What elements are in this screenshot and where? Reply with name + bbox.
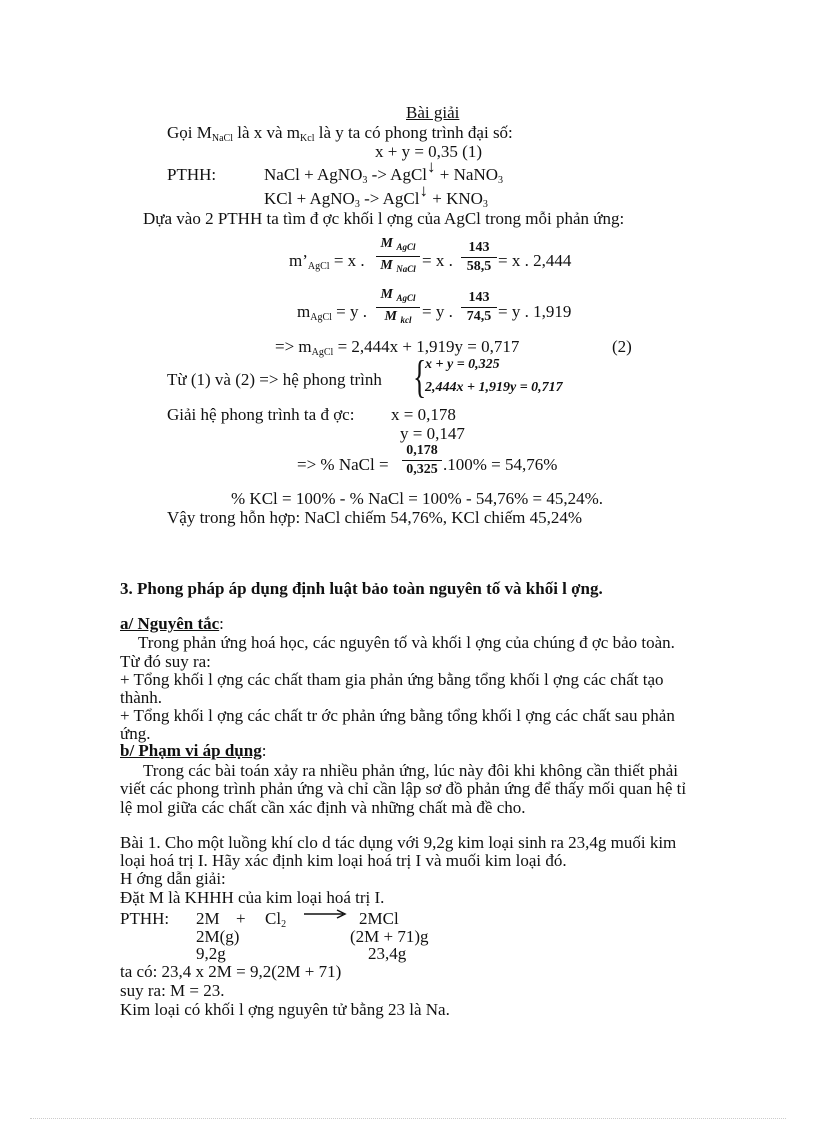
reaction-arrow-icon xyxy=(303,908,347,920)
rx-row-2-b: 23,4g xyxy=(368,944,407,963)
rx-product: 2MCl xyxy=(359,909,399,928)
rx-cl2: $Cl_2$ xyxy=(265,909,287,930)
section-3-heading: 3. Phong pháp áp dụng định luật bảo toàn nguyên tố và khối l ợng. xyxy=(120,579,603,598)
mass-agcl-1-mid: = x . xyxy=(422,251,453,270)
percent-nacl-a: => % NaCl = xyxy=(297,455,389,474)
principle-heading: a/ Nguyên tắc: xyxy=(120,614,224,633)
mass-total-line: => $m_{AgCl} = 2,444x + 1,919y = 0,717$ xyxy=(275,337,520,358)
solve-y: y = 0,147 xyxy=(400,424,465,443)
principle-p3b: thành. xyxy=(120,688,163,707)
rx-row-1-b: (2M + 71)g xyxy=(350,927,429,946)
molar-ratio-2: M $_{AgCl}$ M $_{kcl}$ xyxy=(376,287,420,328)
mass-agcl-1: $m’_{AgCl} = x$ . xyxy=(289,251,365,272)
mass-agcl-2-rhs: = y . 1,919 xyxy=(498,302,572,321)
system-brace: { xyxy=(413,351,427,402)
based-on-line: Dựa vào 2 PTHH ta tìm đ ợc khối l ợng của AgCl trong mỗi phản ứng: xyxy=(143,209,625,228)
principle-p2: Từ đó suy ra: xyxy=(120,652,211,671)
equation-1: x + y = 0,35 (1) xyxy=(375,142,482,161)
guide-heading: H ớng dẫn giải: xyxy=(120,869,226,888)
solve-label: Giải hệ phong trình ta đ ợc: xyxy=(167,405,355,424)
rx-reactant-m: 2M xyxy=(196,909,220,928)
percent-nacl-b: .100% = 54,76% xyxy=(443,455,558,474)
mass-agcl-1-rhs: = x . 2,444 xyxy=(498,251,572,270)
principle-p4: + Tổng khối l ợng các chất tr ớc phản ứng bằng tổng khối l ợng các chất sau phản xyxy=(120,706,675,725)
system-eq-1: x + y = 0,325 xyxy=(425,357,500,372)
equation-tag-2: (2) xyxy=(612,337,632,356)
scope-s1: Trong các bài toán xảy ra nhiều phản ứng, lúc này đôi khi không cần thiết phải xyxy=(143,761,678,780)
mass-agcl-2: $m_{AgCl} = y$ . xyxy=(297,302,367,323)
reaction-1: NaCl + AgNO$_3$ -> AgCl↓ + NaNO$_3$ xyxy=(264,157,503,186)
rx-row-1-a: 2M(g) xyxy=(196,927,240,946)
principle-p4b: ứng. xyxy=(120,724,151,743)
intro-line: Gọi $M_{NaCl}$ là x và $m_{Kcl}$ là y ta có phong trình đại số: xyxy=(167,123,513,144)
mass-agcl-2-mid: = y . xyxy=(422,302,453,321)
precipitate-arrow-icon: ↓ xyxy=(427,157,436,176)
precipitate-arrow-icon: ↓ xyxy=(419,181,428,200)
scope-s2: viết các phong trình phản ứng và chỉ cần lập sơ đồ phản ứng để thấy mối quan hệ tỉ xyxy=(120,779,687,798)
scope-heading: b/ Phạm vi áp dụng: xyxy=(120,741,267,760)
system-eq-2: 2,444x + 1,919y = 0,717 xyxy=(425,380,563,395)
system-label: Từ (1) và (2) => hệ phong trình xyxy=(167,370,382,389)
reaction-2: KCl + AgNO$_3$ -> AgCl↓ + $KNO_3$ xyxy=(264,181,488,210)
set-m: Đặt M là KHHH của kim loại hoá trị I. xyxy=(120,888,385,907)
percent-nacl-fraction: $\frac{0,178}{0,325}$ xyxy=(402,443,442,478)
exercise-1-line-2: loại hoá trị I. Hãy xác định kim loại hoá trị I và muối kim loại đó. xyxy=(120,851,567,870)
principle-p1: Trong phản ứng hoá học, các nguyên tố và khối l ợng của chúng đ ợc bảo toàn. xyxy=(138,633,675,652)
conclusion: Vậy trong hỗn hợp: NaCl chiếm 54,76%, KCl chiếm 45,24% xyxy=(167,508,583,527)
ta-co-line: ta có: 23,4 x 2M = 9,2(2M + 71) xyxy=(120,962,342,981)
percent-kcl: % KCl = 100% - % NaCl = 100% - 54,76% = 45,24%. xyxy=(231,489,604,508)
rx-row-2-a: 9,2g xyxy=(196,944,226,963)
value-ratio-1: $\frac{143}{58,5}$ xyxy=(461,240,497,275)
scope-s3: lệ mol giữa các chất cần xác định và những chất mà đề cho. xyxy=(120,798,526,817)
principle-p3: + Tổng khối l ợng các chất tham gia phản ứng bằng tổng khối l ợng các chất tạo xyxy=(120,670,664,689)
pthh-label: PTHH: xyxy=(167,165,217,184)
rx-label: PTHH: xyxy=(120,909,170,928)
molar-ratio-1: M $_{AgCl}$ M $_{NaCl}$ xyxy=(376,236,420,277)
solution-header: Bài giải xyxy=(406,103,460,122)
exercise-1-line-1: Bài 1. Cho một luồng khí clo d tác dụng với 9,2g kim loại sinh ra 23,4g muối kim xyxy=(120,833,677,852)
suy-ra-line: suy ra: M = 23. xyxy=(120,981,225,1000)
rx-plus: + xyxy=(236,909,246,928)
solve-x: x = 0,178 xyxy=(391,405,456,424)
final-line: Kim loại có khối l ợng nguyên tử bằng 23 là Na. xyxy=(120,1000,450,1019)
value-ratio-2: $\frac{143}{74,5}$ xyxy=(461,290,497,325)
page-footer-divider xyxy=(30,1118,786,1119)
